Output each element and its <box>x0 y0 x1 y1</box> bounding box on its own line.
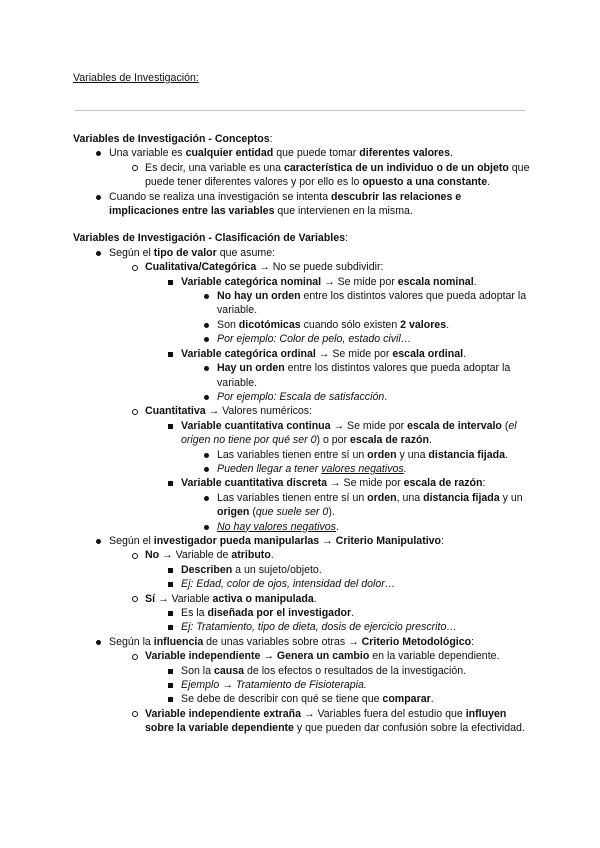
document-body <box>73 132 533 736</box>
list-item: Según el investigador pueda manipularlas → Criterio Manipulativo: <box>109 534 444 547</box>
list-item: Es decir, una variable es una característica de un individuo o de un objeto que puede tener diferentes valores y por ello es lo opuesto a una constante. <box>145 161 530 189</box>
list-item: Describen a un sujeto/objeto. <box>181 563 322 576</box>
list-item: Variable categórica ordinal → Se mide por escala ordinal. <box>181 347 467 360</box>
list-item: Son dicotómicas cuando sólo existen 2 valores. <box>217 318 450 331</box>
list-item: Una variable es cualquier entidad que puede tomar diferentes valores. <box>109 147 453 160</box>
list-item: Pueden llegar a tener valores negativos. <box>217 462 407 475</box>
list-item: Cualitativa/Categórica → No se puede subdividir: <box>145 261 384 274</box>
list-item: Hay un orden entre los distintos valores que pueda adoptar la variable. <box>217 362 511 389</box>
section-heading-conceptos: Variables de Investigación - Conceptos: <box>73 133 273 145</box>
list-item: Variable cuantitativa continua → Se mide por escala de intervalo (el origen no tiene por qué ser 0) o por escala de razón. <box>181 419 517 447</box>
list-item: Por ejemplo: Color de pelo, estado civil… <box>217 333 412 346</box>
list-item: Cuando se realiza una investigación se intenta descubrir las relaciones e implicaciones entre las variables que intervienen en la misma. <box>109 190 462 218</box>
list-item: Variable cuantitativa discreta → Se mide por escala de razón: <box>181 477 486 490</box>
list-item: Las variables tienen entre sí un orden, una distancia fijada y un origen (que suele ser 0). <box>217 491 523 519</box>
list-item: Ejemplo → Tratamiento de Fisioterapia. <box>181 679 367 692</box>
list-item: Son la causa de los efectos o resultados de la investigación. <box>181 664 467 677</box>
list-item: Variable independiente extraña → Variables fuera del estudio que influyen sobre la variable dependiente y que pueden dar confusión sobre la efectividad. <box>145 707 525 735</box>
list-item: Según el tipo de valor que asume: <box>109 246 276 259</box>
list-item: Por ejemplo: Escala de satisfacción. <box>217 390 388 403</box>
section-heading-clasificacion: Variables de Investigación - Clasificación de Variables: <box>73 232 348 245</box>
list-item: Sí → Variable activa o manipulada. <box>145 592 317 605</box>
list-item: Se debe de describir con qué se tiene que comparar. <box>181 693 434 706</box>
list-item: No → Variable de atributo. <box>145 549 274 562</box>
horizontal-rule <box>75 110 525 111</box>
document-title: Variables de Investigación: <box>73 72 199 84</box>
list-item: Variable categórica nominal → Se mide por escala nominal. <box>181 275 477 288</box>
list-item: Según la influencia de unas variables sobre otras → Criterio Metodológico: <box>109 635 475 648</box>
list-item: Es la diseñada por el investigador. <box>181 607 355 619</box>
list-item: No hay valores negativos. <box>217 520 339 533</box>
list-item: Variable independiente → Genera un cambio en la variable dependiente. <box>145 650 500 663</box>
list-item: Las variables tienen entre sí un orden y una distancia fijada. <box>217 448 508 461</box>
list-item: Cuantitativa → Valores numéricos: <box>145 405 313 418</box>
list-item: No hay un orden entre los distintos valores que pueda adoptar la variable. <box>217 290 527 317</box>
list-item: Ej: Edad, color de ojos, intensidad del dolor… <box>181 578 396 591</box>
list-item: Ej: Tratamiento, tipo de dieta, dosis de ejercicio prescrito… <box>181 621 457 634</box>
